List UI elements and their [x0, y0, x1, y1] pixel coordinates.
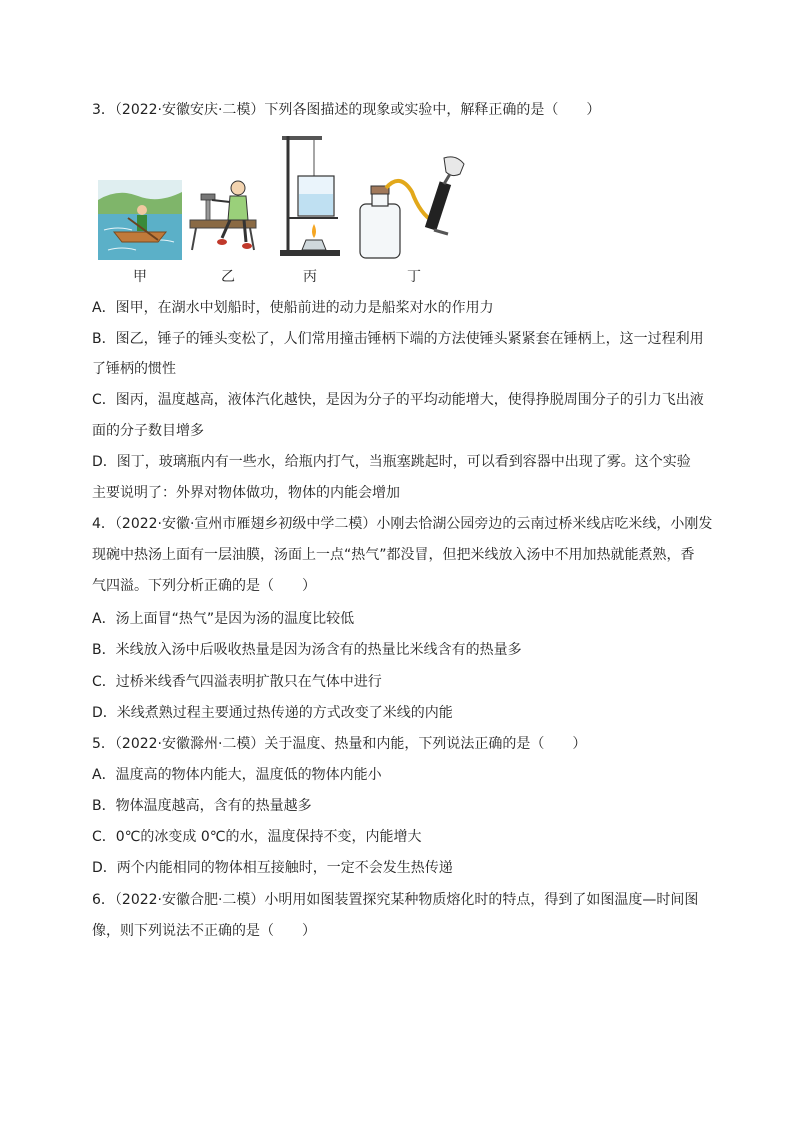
figure-label-jia: 甲: [133, 269, 147, 285]
q5-option-a: A．温度高的物体内能大，温度低的物体内能小: [92, 767, 382, 783]
q6-stem-line2: 像，则下列说法不正确的是（ ）: [92, 923, 316, 939]
q5-stem: 5．（2022·安徽滁州·二模）关于温度、热量和内能，下列说法正确的是（ ）: [92, 736, 587, 752]
q3-option-d-line1: D．图丁，玻璃瓶内有一些水，给瓶内打气，当瓶塞跳起时，可以看到容器中出现了雾。这个实验: [92, 454, 691, 470]
figure-label-yi: 乙: [221, 269, 235, 285]
q3-option-c-line2: 面的分子数目增多: [92, 423, 204, 439]
figure-bing-heating-beaker: [278, 132, 342, 260]
q6-stem-line1: 6．（2022·安徽合肥·二模）小明用如图装置探究某种物质熔化时的特点，得到了如图温度—时间图: [92, 892, 699, 908]
q3-option-c-line1: C．图丙，温度越高，液体汽化越快，是因为分子的平均动能增大，使得挣脱周围分子的引力飞出液: [92, 392, 704, 408]
q3-option-a: A．图甲，在湖水中划船时，使船前进的动力是船桨对水的作用力: [92, 300, 494, 316]
figure-label-ding: 丁: [407, 269, 421, 285]
q3-option-b-line2: 了锤柄的惯性: [92, 361, 176, 377]
figure-jia-rowing-boat: [98, 180, 182, 260]
q3-option-d-line2: 主要说明了：外界对物体做功，物体的内能会增加: [92, 485, 400, 501]
q4-stem-line2: 现碗中热汤上面有一层油膜，汤面上一点“热气”都没冒，但把米线放入汤中不用加热就能煮熟，香: [92, 547, 695, 563]
q5-option-d: D．两个内能相同的物体相互接触时，一定不会发生热传递: [92, 860, 453, 876]
figure-ding-bottle-pump: [356, 152, 476, 260]
q5-option-c: C．0℃的冰变成 0℃的水，温度保持不变，内能增大: [92, 829, 422, 845]
figure-label-bing: 丙: [303, 269, 317, 285]
figure-yi-hammer-man: [186, 176, 270, 260]
q4-option-a: A．汤上面冒“热气”是因为汤的温度比较低: [92, 611, 355, 627]
q4-option-c: C．过桥米线香气四溢表明扩散只在气体中进行: [92, 674, 382, 690]
q4-stem-line3: 气四溢。下列分析正确的是（ ）: [92, 578, 316, 594]
q4-option-d: D．米线煮熟过程主要通过热传递的方式改变了米线的内能: [92, 705, 453, 721]
q4-stem-line1: 4．（2022·安徽·宣州市雁翅乡初级中学二模）小刚去恰湖公园旁边的云南过桥米线店吃米线，小刚发: [92, 516, 713, 532]
q4-option-b: B．米线放入汤中后吸收热量是因为汤含有的热量比米线含有的热量多: [92, 642, 522, 658]
q5-option-b: B．物体温度越高，含有的热量越多: [92, 798, 312, 814]
q3-option-b-line1: B．图乙，锤子的锤头变松了，人们常用撞击锤柄下端的方法使锤头紧紧套在锤柄上，这一过程利用: [92, 331, 704, 347]
q3-stem: 3．（2022·安徽安庆·二模）下列各图描述的现象或实验中，解释正确的是（ ）: [92, 102, 601, 118]
